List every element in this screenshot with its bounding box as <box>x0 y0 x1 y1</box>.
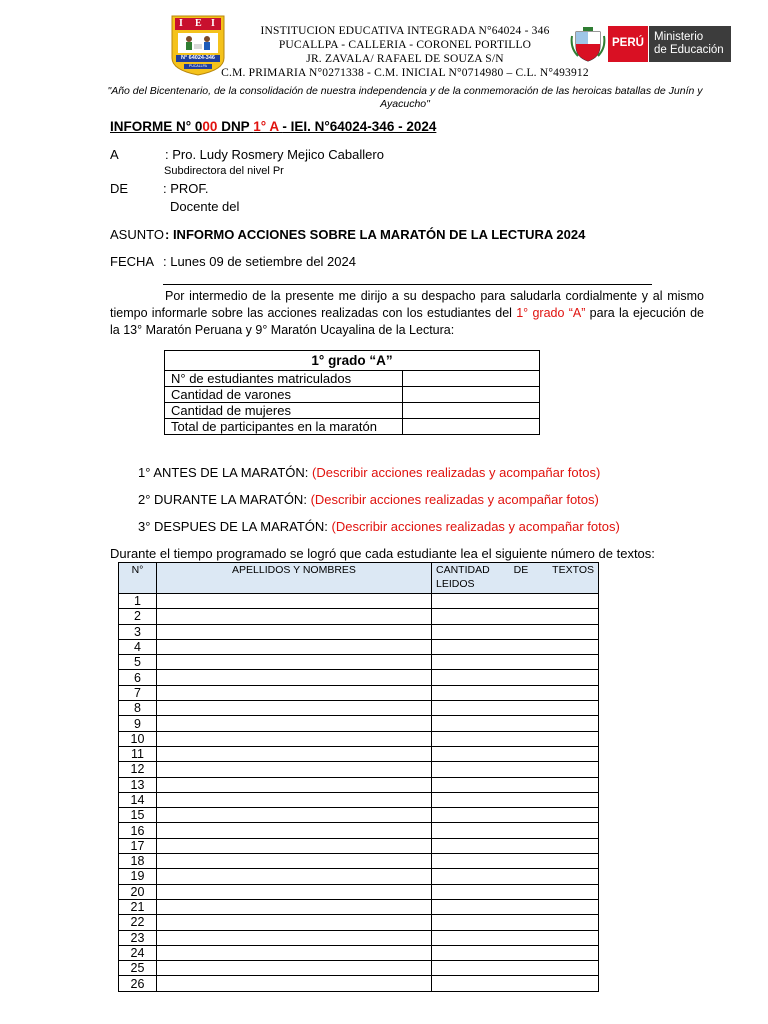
texts-read-cell[interactable] <box>432 716 599 731</box>
summary-row-label: Total de participantes en la maratón <box>165 419 403 435</box>
school-header <box>190 24 620 80</box>
student-row <box>119 609 599 624</box>
col-header-names: APELLIDOS Y NOMBRES <box>157 563 432 594</box>
texts-read-cell[interactable] <box>432 808 599 823</box>
student-row-number: 23 <box>119 930 157 945</box>
student-row <box>119 685 599 700</box>
student-row-number: 24 <box>119 945 157 960</box>
student-row <box>119 869 599 884</box>
student-row-number: 21 <box>119 899 157 914</box>
texts-read-cell[interactable] <box>432 884 599 899</box>
action-note: (Describir acciones realizadas y acompañar fotos) <box>312 465 601 480</box>
student-row-number: 17 <box>119 838 157 853</box>
logo-letter-1: I <box>179 18 183 29</box>
count-header-word-1: CANTIDAD <box>436 564 490 576</box>
student-row <box>119 792 599 807</box>
student-row-number: 14 <box>119 792 157 807</box>
texts-read-cell[interactable] <box>432 624 599 639</box>
texts-read-cell[interactable] <box>432 777 599 792</box>
summary-row-label: Cantidad de varones <box>165 387 403 403</box>
student-name-cell[interactable] <box>157 915 432 930</box>
student-row <box>119 976 599 991</box>
texts-read-cell[interactable] <box>432 762 599 777</box>
student-row-number: 15 <box>119 808 157 823</box>
intro-paragraph <box>110 288 704 339</box>
student-name-cell[interactable] <box>157 731 432 746</box>
texts-read-cell[interactable] <box>432 899 599 914</box>
summary-row <box>165 387 540 403</box>
summary-table <box>164 350 540 435</box>
logo-caption: N° 64024-346 <box>180 55 215 61</box>
student-row <box>119 838 599 853</box>
student-row <box>119 808 599 823</box>
student-row-number: 26 <box>119 976 157 991</box>
student-name-cell[interactable] <box>157 945 432 960</box>
intro-text-2: para la ejecución de la 13° Maratón Peruana y 9° Maratón Ucayalina de la Lectura: <box>110 306 704 337</box>
student-name-cell[interactable] <box>157 670 432 685</box>
date-label: FECHA <box>110 254 155 269</box>
texts-read-cell[interactable] <box>432 854 599 869</box>
student-row-number: 11 <box>119 746 157 761</box>
student-row-number: 9 <box>119 716 157 731</box>
student-row <box>119 899 599 914</box>
summary-row-label: Cantidad de mujeres <box>165 403 403 419</box>
student-row-number: 22 <box>119 915 157 930</box>
student-row <box>119 624 599 639</box>
to-label: A <box>110 147 119 162</box>
student-row <box>119 854 599 869</box>
logo-letter-3: I <box>211 18 215 29</box>
texts-read-cell[interactable] <box>432 609 599 624</box>
title-part-3: DNP <box>217 119 254 134</box>
student-row-number: 10 <box>119 731 157 746</box>
header-line-1: INSTITUCION EDUCATIVA INTEGRADA N°64024 - 346 <box>260 25 550 37</box>
student-name-cell[interactable] <box>157 792 432 807</box>
logo-subcaption: PUCALLPA <box>188 64 208 68</box>
student-row <box>119 716 599 731</box>
student-rows <box>119 594 599 992</box>
count-header-word-3: TEXTOS <box>552 564 594 576</box>
student-name-cell[interactable] <box>157 746 432 761</box>
year-motto: "Año del Bicentenario, de la consolidación de nuestra independencia y de la conmemoración de las heroicas batallas de Junín y Ayacucho" <box>107 85 703 110</box>
action-label: 3° DESPUES DE LA MARATÓN: <box>138 519 328 534</box>
student-name-cell[interactable] <box>157 976 432 991</box>
action-during <box>138 492 599 508</box>
student-row-number: 12 <box>119 762 157 777</box>
student-row-number: 1 <box>119 594 157 609</box>
student-row-number: 20 <box>119 884 157 899</box>
action-label: 1° ANTES DE LA MARATÓN: <box>138 465 309 480</box>
peru-coat-of-arms-icon <box>570 26 606 62</box>
student-row <box>119 670 599 685</box>
subject-value: : INFORMO ACCIONES SOBRE LA MARATÓN DE LA LECTURA 2024 <box>165 227 586 242</box>
student-name-cell[interactable] <box>157 838 432 853</box>
action-note: (Describir acciones realizadas y acompañar fotos) <box>310 492 599 507</box>
summary-row <box>165 403 540 419</box>
from-role: Docente del <box>170 199 240 214</box>
minedu-logo <box>570 26 731 62</box>
report-title <box>110 118 436 135</box>
student-row-number: 6 <box>119 670 157 685</box>
summary-table-title: 1° grado “A” <box>165 351 540 371</box>
student-row-number: 8 <box>119 701 157 716</box>
separator-line <box>163 284 652 285</box>
student-row <box>119 961 599 976</box>
texts-read-cell[interactable] <box>432 746 599 761</box>
student-name-cell[interactable] <box>157 716 432 731</box>
student-name-cell[interactable] <box>157 762 432 777</box>
student-name-cell[interactable] <box>157 823 432 838</box>
student-row-number: 16 <box>119 823 157 838</box>
student-row-number: 25 <box>119 961 157 976</box>
count-header-word-4: LEIDOS <box>436 578 475 590</box>
texts-read-cell[interactable] <box>432 930 599 945</box>
action-note: (Describir acciones realizadas y acompañar fotos) <box>331 519 620 534</box>
texts-read-cell[interactable] <box>432 915 599 930</box>
student-row-number: 13 <box>119 777 157 792</box>
student-name-cell[interactable] <box>157 624 432 639</box>
from-label: DE <box>110 181 129 196</box>
student-name-cell[interactable] <box>157 884 432 899</box>
student-row-number: 18 <box>119 854 157 869</box>
student-name-cell[interactable] <box>157 701 432 716</box>
student-row-number: 2 <box>119 609 157 624</box>
student-name-cell[interactable] <box>157 777 432 792</box>
title-part-4: 1° A <box>253 119 283 134</box>
student-row-number: 7 <box>119 685 157 700</box>
texts-read-cell[interactable] <box>432 792 599 807</box>
texts-read-cell[interactable] <box>432 594 599 609</box>
intro-grade: 1° grado “A” <box>516 306 586 320</box>
student-row <box>119 655 599 670</box>
title-part-1: INFORME N° 0 <box>110 119 203 134</box>
date-value: : Lunes 09 de setiembre del 2024 <box>163 254 356 269</box>
texts-read-cell[interactable] <box>432 731 599 746</box>
student-row-number: 3 <box>119 624 157 639</box>
col-header-number: N° <box>119 563 157 594</box>
count-header-word-2: DE <box>513 564 529 576</box>
texts-read-cell[interactable] <box>432 945 599 960</box>
student-row <box>119 762 599 777</box>
student-row <box>119 884 599 899</box>
student-name-cell[interactable] <box>157 808 432 823</box>
summary-row-value[interactable] <box>403 371 540 387</box>
subject-label: ASUNTO <box>110 227 164 242</box>
texts-read-cell[interactable] <box>432 838 599 853</box>
title-part-2: 00 <box>202 119 218 134</box>
texts-read-cell[interactable] <box>432 823 599 838</box>
student-row <box>119 594 599 609</box>
summary-row <box>165 371 540 387</box>
student-row <box>119 823 599 838</box>
student-name-cell[interactable] <box>157 899 432 914</box>
student-row <box>119 915 599 930</box>
student-name-cell[interactable] <box>157 930 432 945</box>
student-row <box>119 731 599 746</box>
texts-read-cell[interactable] <box>432 976 599 991</box>
peru-label: PERÚ <box>612 37 644 49</box>
header-line-3: JR. ZAVALA/ RAFAEL DE SOUZA S/N <box>306 53 504 65</box>
action-label: 2° DURANTE LA MARATÓN: <box>138 492 307 507</box>
action-before <box>138 465 600 481</box>
texts-read-cell[interactable] <box>432 961 599 976</box>
students-table <box>118 562 599 992</box>
student-row-number: 19 <box>119 869 157 884</box>
to-value: : Pro. Ludy Rosmery Mejico Caballero <box>165 147 384 162</box>
student-row <box>119 639 599 654</box>
student-row <box>119 777 599 792</box>
texts-read-cell[interactable] <box>432 685 599 700</box>
student-name-cell[interactable] <box>157 854 432 869</box>
student-name-cell[interactable] <box>157 869 432 884</box>
student-row <box>119 945 599 960</box>
ministry-line-2: de Educación <box>654 44 724 56</box>
student-name-cell[interactable] <box>157 655 432 670</box>
reading-intro: Durante el tiempo programado se logró que cada estudiante lea el siguiente número de textos: <box>110 546 655 561</box>
col-header-count <box>432 563 599 594</box>
student-row-number: 5 <box>119 655 157 670</box>
student-row <box>119 701 599 716</box>
summary-row-value[interactable] <box>403 403 540 419</box>
student-name-cell[interactable] <box>157 639 432 654</box>
header-line-2: PUCALLPA - CALLERIA - CORONEL PORTILLO <box>278 39 532 51</box>
summary-row-label: N° de estudiantes matriculados <box>165 371 403 387</box>
student-row-number: 4 <box>119 639 157 654</box>
texts-read-cell[interactable] <box>432 639 599 654</box>
ministry-line-1: Ministerio <box>654 31 704 43</box>
student-row <box>119 930 599 945</box>
texts-read-cell[interactable] <box>432 869 599 884</box>
texts-read-cell[interactable] <box>432 670 599 685</box>
from-value: : PROF. <box>163 181 209 196</box>
intro-text-1: Por intermedio de la presente me dirijo a su despacho para saludarla cordialmente y al mismo tiempo informarle sobre las acciones realizadas con los estudiantes del <box>110 289 704 320</box>
student-name-cell[interactable] <box>157 685 432 700</box>
summary-row <box>165 419 540 435</box>
summary-row-value[interactable] <box>403 419 540 435</box>
to-role: Subdirectora del nivel Pr <box>164 165 284 177</box>
header-line-4: C.M. PRIMARIA N°0271338 - C.M. INICIAL N°0714980 – C.L. N°493912 <box>221 67 589 79</box>
student-name-cell[interactable] <box>157 961 432 976</box>
logo-letter-2: E <box>195 18 202 29</box>
student-name-cell[interactable] <box>157 609 432 624</box>
student-row <box>119 746 599 761</box>
summary-row-value[interactable] <box>403 387 540 403</box>
student-name-cell[interactable] <box>157 594 432 609</box>
texts-read-cell[interactable] <box>432 655 599 670</box>
title-part-5: - IEI. N°64024-346 - 2024 <box>282 119 437 134</box>
texts-read-cell[interactable] <box>432 701 599 716</box>
action-after <box>138 519 620 535</box>
